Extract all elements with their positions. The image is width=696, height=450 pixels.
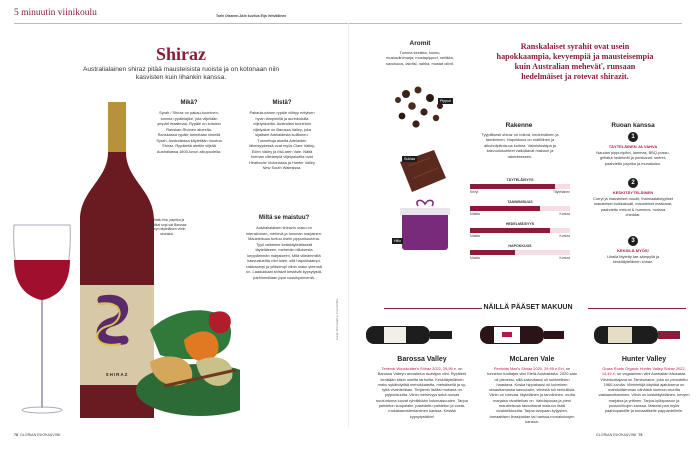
scale-low-label: Matala [470,256,480,260]
magazine-name-left: GLORIAN RUOKA&VIINI [20,433,61,437]
footer-left [14,433,60,437]
wine-name: Grass Roots Organic Hunter Valley Shiraz 2022, [602,366,686,371]
credits: Tarhi Olsanen-Akin kuvitus Eija Vehviläinen [216,14,287,18]
page-fold [348,23,349,428]
pairing-heading: KEKSILÄ MYÖS! [617,248,649,253]
pairing-number-badge: 2 [628,178,638,188]
pull-quote: Ranskalaiset syrahit ovat usein hapokkaampia, kevyempiä ja mausteisempia kuin Australian meheväť, runsaan hedelmäiset ja rotevat shirazit. [496,42,654,81]
section-title: 5 minuutin viinikoulu [14,8,97,18]
photo-credit: Kuvat: Viinimaailma, Fruuhii Olbu [335,298,339,340]
page-number-right: 79 [638,433,643,437]
rakenne-title: Rakenne [505,122,533,129]
mista-column [246,100,318,171]
aroma-tag-pepper: Pippuri [440,99,452,103]
lead-text: Australialainen shiraz pitää mausteisista ruoista ja on kotonaan niin kasvisten kuin lihankin kanssa. [82,66,280,82]
picks-rule-right [588,308,686,309]
scale-label: TANNIINISUUS [507,200,533,204]
maku-column [246,215,322,280]
pairing-body: Lihalla täytetty tae-sämpyllä ja keskitäyteläinen shiraz. [606,254,660,265]
scale-fill [470,184,555,189]
wine-glass-illustration [14,225,71,413]
scale-label: HAPOKKUUS [508,244,532,248]
scale-label: TÄYTELÄISYYS [506,178,534,182]
aromit-body: Tumma kirsikka, luumu, mustaviinimarja, mustapippuri, neilikka, savuisuus, lakritsi, nahka, mustat oliivit. [386,50,454,66]
rakenne-body: Tyypillisesti shiraz on rotevä, hedelmäinen ja tanniininen. Hapokkuus on maltillinen ja alkoholipitoisuus korkea. Valmistustapa ja kasvuolosuhteet vaikuttavat makuun ja rakenteeseen. [481,132,559,159]
aroma-tag-chocolate: Suklaa [404,157,415,161]
scale-fill [470,228,550,233]
wine-price: 29,99 e Evl, [544,366,565,371]
scale-label: HEDELMÄISYYS [505,222,535,226]
scale-bar [470,184,570,189]
scale-high-label: Korkea [559,256,570,260]
aromit-title: Aromit [409,40,431,47]
pairing-body: Naudan pippuripihvi, lammas, BBQ-possu, grillatut hedelmät ja porkkanat, seeret, paahdettu paprika ja munakoiso. [596,150,670,166]
bottle-note: Grillattu liha, paprika ja mustikat sopi-vat Barossa Valleyn täyteläisen viinin seuraksi. [147,218,187,236]
scale-fill [470,250,515,255]
wine-description [598,366,690,414]
aroma-tag-jam: Hillo [394,239,401,243]
picks-title: NÄILLÄ PÄÄSET MAKUUN [483,304,573,311]
scale-low-label: Kevyt [470,190,479,194]
wine-description [376,366,468,419]
page-number-left: 78 [14,433,18,437]
pairing-heading: TÄYTELÄINEN JA VAHVA [608,144,658,149]
ruoan-title: Ruoan kanssa [611,122,655,129]
bottle-label: SHIRAZ [105,372,129,377]
wine-name: Penfolds Max's Shiraz 2020, [493,366,544,371]
wine-region: Hunter Valley [621,356,667,363]
wine-region: McLaren Vale [509,356,555,363]
bottle-barossa-icon [366,326,452,344]
footer-right [596,433,642,437]
wine-text: on Barossa Valleyn arvostetun tuottajan viini. Rypäleet kerätään käsin useilta tarhoilta. Keskitäyteläinen maku sykähdyttää mehukkaastta, metsäisellä ja sy-tyttä vivahteillaan. Timjamin lisäksi mukana on pippurisuutta. Viinin mehevyys sekä runsas suutuntuma luovat ryhdikkään kokonaisuuden. Tarjoa paistetun kuupalalin, paahdettu paistetun ja costa-ruokakasvistentaminen kanssa. Kestää kypsytystäkin! [376,366,468,419]
wine-price: 14,49 e, [601,371,616,377]
jam-jar-icon [400,200,450,250]
magazine-name-right: GLORIAN RUOKA&VIINI [596,433,637,437]
scale-bar [470,206,570,211]
scale-bar [470,250,570,255]
peppercorns-icon [395,87,443,128]
wine-price: 29,99 e, [442,366,458,371]
scale-high-label: Täyteläinen [552,190,570,194]
wine-bottle-illustration [80,102,154,418]
aroma-illustrations [378,82,468,260]
pairing-heading: KESKITÄYTELÄINEN [612,190,654,195]
picks-rule-left [384,308,482,309]
scale-fill [470,206,540,211]
bottle-mclaren-icon [480,326,564,344]
pairing-number-badge: 1 [628,132,638,142]
mika-heading: Mikä? [180,100,198,106]
pairing-body: Curryt ja mausteiset nuudit, thaimaalaistyyliset mausteiset bulkkakuati, mausteiset makkarat, paahdettu meloni & hummus, ruoissa cheddar. [593,196,674,217]
scale-low-label: Matala [470,212,480,216]
mista-body: Pakaukuorinen rypäle viihtyy erityisen hyvin lämpimillä ja aurinkoisilla viljelyalueilla. Australian tunnetuin viljelyalue on Barossa Valley, joka sijaitsee Adelaidesta koilliseen. Tunnettuja alueita Adelaiden läheisyydessä ovat myös Clare Valley, Eden Valley ja McLaren Vale. Näitä hieman viileämpiä viljelyalueita ovat Heathcote Victoriassa ja Hunter Valley New South Walesissa. [248,110,316,170]
scale-bar [470,228,570,233]
mika-body: Syrah / Shiraz on pakau-kuoninen, tumma rypälelajike, jota viljellään ympäri maailmaa. Rypäle on kotoisin Ranskan Rhônen alueelta. Ranskassa rypäle tunnetaan nimellä Syrah, Australiassa käytetään muotoa Shiraz. Rypälettä alettiin viljellä Australiassa 1800-luvun alkupuolella. [156,110,222,154]
page-title: Shiraz [155,44,206,64]
wine-text: on tunnetun tuottajan viini Etelä-Australiasta. 2020 sato oli pieneksi, sillä kasvukausi oli suhteellisen haastava. Koska hippakausi oli kuiveinen oksauttamassa kasvuusiin, viinestä tuli herkullisia. Viinin on rotevaa, täyteläinen ja tanniininen, mutta marjaisa vivahteikas on. Vahdapuuaa ja pieni mausteisuus tasoottavat makuun lisää vivahteikkuutta. Tarjoa lampaan-kyljysten, tomaattisen linssipadan tai harissa-munakoisojen kanssa. [487,366,577,424]
maku-heading: Miltä se maistuu? [258,215,310,221]
pairing-number-badge: 3 [628,236,638,246]
wine-name: Terlerok Woodcutter's Shiraz 2022, [381,366,442,371]
mista-heading: Mistä? [272,100,292,106]
scale-high-label: Korkea [559,212,570,216]
scale-high-label: Korkea [559,234,570,238]
wine-region: Barossa Valley [397,356,447,363]
bottle-hunter-icon [594,326,680,344]
wine-bottles-row [362,318,692,352]
maku-body: Australialaisen shirazin maku on intensiivinen, mehevä ja tumman marjainen. Mausteisuus tuntuu usein pippurisuutena. Tyyli vaihtelee keskitäyteläisestä täyteläiseen, mehevän hilloisesta keppiämmän marjaiseen. Mitä viileämmiltä kasvualueilta viini tulee, sitä hapokkaampi, raikkaampi ja yrttisempi viinin maku yleensä on. Laadukkaat shirazit kestävät kypsytystä, parhimmillaan jopa vuosikymmeniä. [246,225,322,280]
wine-description [486,366,578,424]
wine-illustration [0,100,240,430]
scale-low-label: Matala [470,234,480,238]
wine-text: on vegaaninen viini Australian itäosasta. Viinintuottajana on Tamburlaine, joka on perustettu 1960-luvulla. Viinintekijä käyttää ajatuksena on mahdollisimman vähäistä luonnon-muutta vastaanottaminen. Viinin on keskitäyteläinen, kevyen marjaisa ja yrttinen. Tarjoa kylkipossun ja possunlihojen kanssa. Makeisi pari myös paahtopaistille ja tomaattiselle pappardellelle. [598,371,690,414]
